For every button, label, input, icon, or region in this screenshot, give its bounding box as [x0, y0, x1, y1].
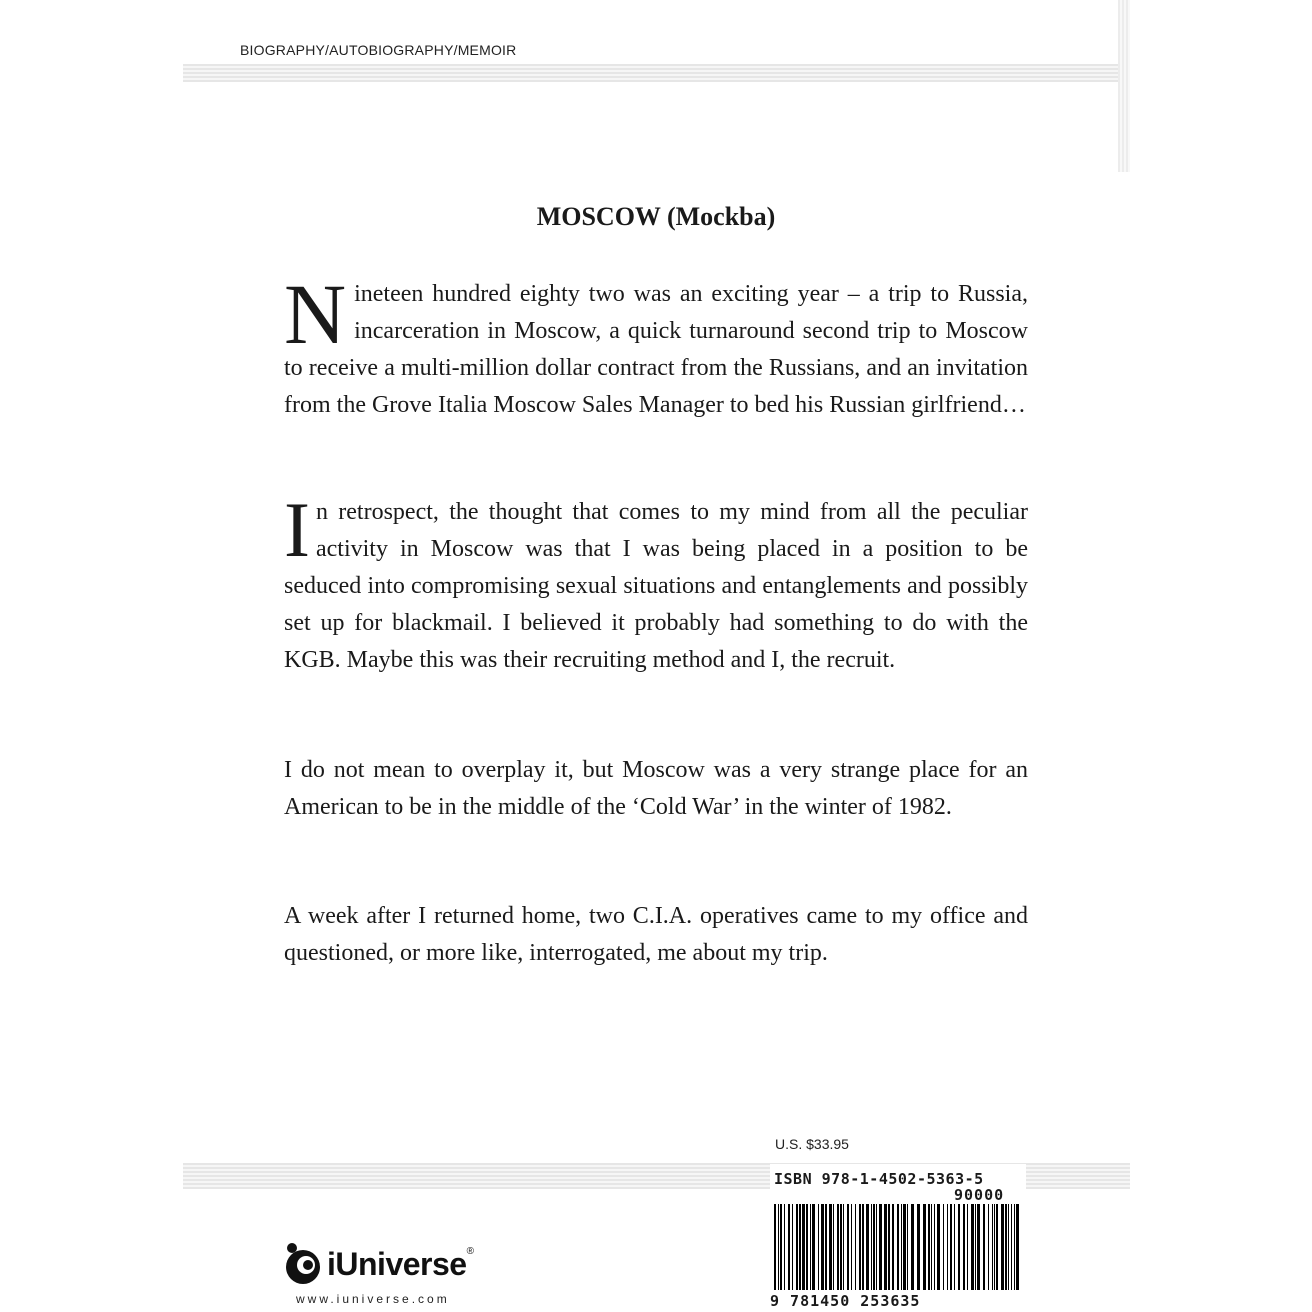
publisher-name: iUniverse®	[327, 1245, 474, 1282]
barcode-bar	[934, 1204, 935, 1290]
barcode-bar	[1014, 1204, 1015, 1290]
barcode-bar	[796, 1204, 798, 1290]
cover-edge	[1118, 0, 1130, 172]
barcode-bar	[1005, 1204, 1007, 1290]
barcode-bar	[943, 1204, 944, 1290]
barcode-bar	[778, 1204, 779, 1290]
barcode-bar	[859, 1204, 861, 1290]
barcode-bar	[829, 1204, 832, 1290]
barcode-bar	[821, 1204, 824, 1290]
barcode-bar	[1001, 1204, 1004, 1290]
barcode-bar	[888, 1204, 890, 1290]
paragraph-3	[284, 752, 1028, 826]
barcode-bar	[871, 1204, 872, 1290]
barcode-bar	[866, 1204, 869, 1290]
paragraph-1	[284, 266, 1028, 424]
iuniverse-swirl-icon	[283, 1241, 323, 1287]
barcode-bar	[901, 1204, 902, 1290]
barcode-bar	[810, 1204, 811, 1290]
barcode-addon-number: 90000	[954, 1186, 1005, 1204]
paragraph-text: A week after I returned home, two C.I.A. operatives came to my office and questioned, or more like, interrogated, me about my trip.	[284, 903, 1028, 966]
barcode-bar	[917, 1204, 920, 1290]
barcode-bar	[840, 1204, 842, 1290]
barcode-bar	[911, 1204, 914, 1290]
barcode-bar	[958, 1204, 960, 1290]
paragraph-2	[284, 486, 1028, 679]
barcode-bar	[996, 1204, 998, 1290]
barcode-bar	[862, 1204, 864, 1290]
barcode-bar	[833, 1204, 834, 1290]
barcode-bar	[788, 1204, 790, 1290]
barcode-bar	[931, 1204, 932, 1290]
barcode-bar	[928, 1204, 930, 1290]
paragraph-4	[284, 898, 1028, 972]
barcode-bar	[847, 1204, 849, 1290]
barcode-bar	[873, 1204, 875, 1290]
isbn-barcode	[770, 1164, 1026, 1312]
drop-cap: N	[284, 266, 347, 362]
barcode-bar	[963, 1204, 965, 1290]
barcode-bar	[937, 1204, 940, 1290]
barcode-bar	[947, 1204, 948, 1290]
publisher-logo	[283, 1241, 473, 1287]
barcode-bar	[897, 1204, 899, 1290]
barcode-bar	[879, 1204, 882, 1290]
barcode-bar	[780, 1204, 782, 1290]
barcode-bar	[818, 1204, 819, 1290]
barcode-bar	[950, 1204, 952, 1290]
barcode-bar	[799, 1204, 801, 1290]
barcode-bar	[994, 1204, 995, 1290]
barcode-bar	[806, 1204, 808, 1290]
barcode-bar	[1008, 1204, 1009, 1290]
barcode-bar	[1011, 1204, 1012, 1290]
barcode-bar	[1016, 1204, 1019, 1290]
barcode-bar	[971, 1204, 974, 1290]
barcode-bar	[977, 1204, 980, 1290]
price-label: U.S. $33.95	[775, 1136, 849, 1152]
barcode-bar	[792, 1204, 793, 1290]
barcode-bars	[770, 1204, 1026, 1290]
barcode-bar	[892, 1204, 894, 1290]
publisher-url: www.iuniverse.com	[296, 1292, 450, 1306]
isbn-label: ISBN 978-1-4502-5363-5	[774, 1170, 984, 1188]
drop-cap: I	[284, 486, 310, 573]
barcode-bar	[884, 1204, 887, 1290]
paragraph-text: n retrospect, the thought that comes to my mind from all the peculiar activity in Moscow was that I was being placed in a position to be seduced into compromising sexual situations and entanglements and possibly set up for blackmail. I believed it probably had something to do with the KGB. Maybe this was their recruiting method and I, the recruit.	[284, 499, 1028, 673]
barcode-bar	[774, 1204, 776, 1290]
barcode-bar	[907, 1204, 908, 1290]
barcode-bar	[975, 1204, 976, 1290]
barcode-bar	[967, 1204, 968, 1290]
barcode-bar	[988, 1204, 989, 1290]
barcode-bar	[876, 1204, 877, 1290]
barcode-bar	[992, 1204, 993, 1290]
barcode-bar	[837, 1204, 839, 1290]
barcode-bar	[954, 1204, 955, 1290]
barcode-digits: 9 781450 253635	[770, 1292, 921, 1310]
barcode-bar	[855, 1204, 856, 1290]
top-rule	[183, 64, 1130, 82]
barcode-bar	[851, 1204, 852, 1290]
barcode-bar	[983, 1204, 985, 1290]
genre-category: BIOGRAPHY/AUTOBIOGRAPHY/MEMOIR	[240, 42, 517, 58]
paragraph-text: I do not mean to overplay it, but Moscow was a very strange place for an American to be in the middle of the ‘Cold War’ in the winter of 1982.	[284, 757, 1028, 820]
barcode-bar	[784, 1204, 785, 1290]
barcode-bar	[825, 1204, 827, 1290]
barcode-bar	[903, 1204, 906, 1290]
barcode-bar	[802, 1204, 805, 1290]
barcode-bar	[812, 1204, 815, 1290]
book-title: MOSCOW (Mockba)	[536, 202, 776, 231]
barcode-bar	[923, 1204, 926, 1290]
barcode-bar	[843, 1204, 844, 1290]
paragraph-text: ineteen hundred eighty two was an exciting year – a trip to Russia, incarceration in Moscow, a quick turnaround second trip to Moscow to receive a multi-million dollar contract from the Russians, and an invitation from the Grove Italia Moscow Sales Manager to bed his Russian girlfriend…	[284, 281, 1028, 418]
